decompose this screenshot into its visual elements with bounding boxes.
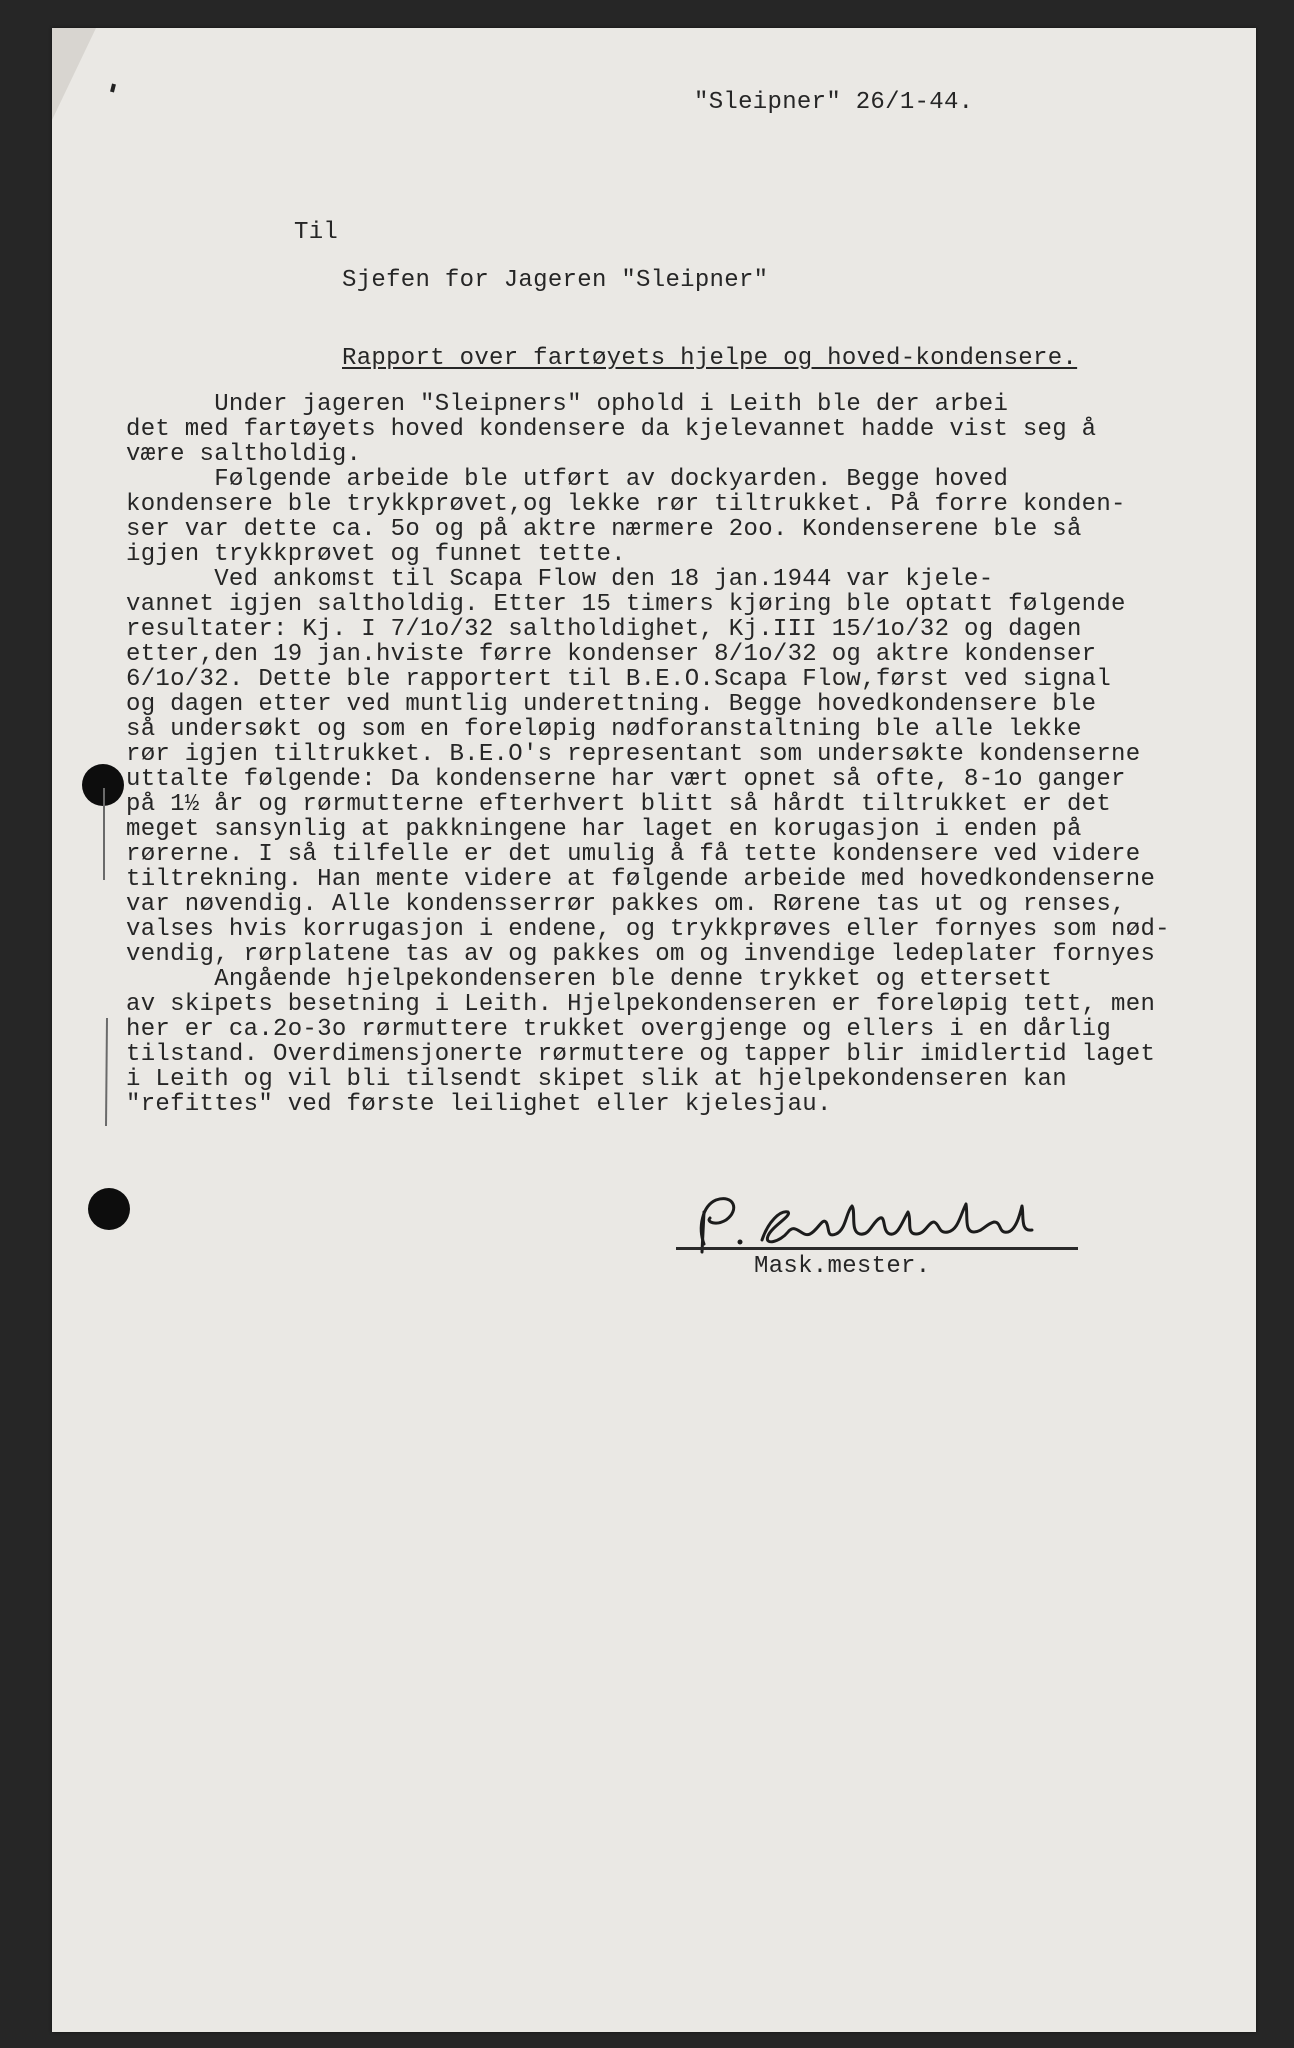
body-line: Under jageren "Sleipners" ophold i Leith ble der arbei <box>126 391 1009 418</box>
body-line: ser var dette ca. 5o og på aktre nærmere 2oo. Kondenserene ble så <box>126 516 1082 543</box>
body-line: være saltholdig. <box>126 441 362 468</box>
body-line: meget sansynlig at pakkningene har laget en korugasjon i enden på <box>126 816 1082 843</box>
signature-rule <box>676 1247 1078 1250</box>
report-title: Rapport over fartøyets hjelpe og hoved-kondensere. <box>342 345 1078 372</box>
body-line: vannet igjen saltholdig. Etter 15 timers kjøring ble optatt følgende <box>126 591 1126 618</box>
body-line: tilstand. Overdimensjonerte rørmuttere og tapper blir imidlertid laget <box>126 1041 1156 1068</box>
body-line: uttalte følgende: Da kondenserne har vært opnet så ofte, 8-1o ganger <box>126 766 1126 793</box>
body-line: "refittes" ved første leilighet eller kjelesjau. <box>126 1091 832 1118</box>
body-line: var nøvendig. Alle kondensserrør pakkes om. Rørene tas ut og renses, <box>126 891 1126 918</box>
body-line: så undersøkt og som en foreløpig nødforanstaltning ble alle lekke <box>126 716 1082 743</box>
salutation-to: Til <box>294 219 339 246</box>
body-line: på 1½ år og rørmutterne efterhvert blitt så hårdt tiltrukket er det <box>126 791 1112 818</box>
body-line: etter,den 19 jan.hviste førre kondenser 8/1o/32 og aktre kondenser <box>126 641 1097 668</box>
body-line: tiltrekning. Han mente videre at følgende arbeide med hovedkondenserne <box>126 866 1156 893</box>
body-line: i Leith og vil bli tilsendt skipet slik at hjelpekondenseren kan <box>126 1066 1067 1093</box>
body-line: og dagen etter ved muntlig underettning. Begge hovedkondensere ble <box>126 691 1097 718</box>
body-line: igjen trykkprøvet og funnet tette. <box>126 541 626 568</box>
body-line: Angående hjelpekondenseren ble denne trykket og ettersett <box>126 966 1053 993</box>
body-line: av skipets besetning i Leith. Hjelpekondenseren er foreløpig tett, men <box>126 991 1156 1018</box>
body-line: valses hvis korrugasjon i endene, og trykkprøves eller fornyes som nød- <box>126 916 1170 943</box>
body-line: resultater: Kj. I 7/1o/32 saltholdighet, Kj.III 15/1o/32 og dagen <box>126 616 1082 643</box>
body-line: 6/1o/32. Dette ble rapportert til B.E.O.Scapa Flow,først ved signal <box>126 666 1112 693</box>
body-line: rørerne. I så tilfelle er det umulig å få tette kondensere ved videre <box>126 841 1141 868</box>
signatory-title: Mask.mester. <box>754 1253 931 1280</box>
recipient-line: Sjefen for Jageren "Sleipner" <box>342 267 769 294</box>
body-line: Ved ankomst til Scapa Flow den 18 jan.1944 var kjele- <box>126 566 994 593</box>
body-line: kondensere ble trykkprøvet,og lekke rør tiltrukket. På forre konden- <box>126 491 1126 518</box>
body-line: vendig, rørplatene tas av og pakkes om og invendige ledeplater fornyes <box>126 941 1156 968</box>
body-line: det med fartøyets hoved kondensere da kjelevannet hadde vist seg å <box>126 416 1097 443</box>
body-line: her er ca.2o-3o rørmuttere trukket overgjenge og ellers i en dårlig <box>126 1016 1112 1043</box>
body-line: rør igjen tiltrukket. B.E.O's representant som undersøkte kondenserne <box>126 741 1141 768</box>
body-line: Følgende arbeide ble utført av dockyarden. Begge hoved <box>126 466 1009 493</box>
date-line: "Sleipner" 26/1-44. <box>694 89 974 116</box>
